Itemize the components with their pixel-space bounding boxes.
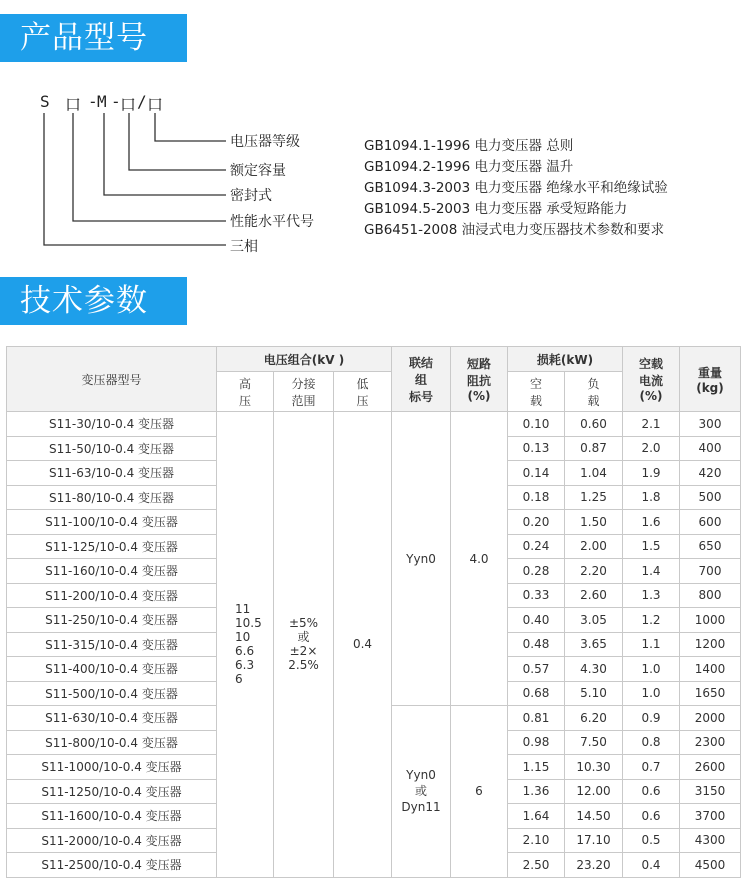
cell-no-load-loss: 1.64 bbox=[508, 804, 565, 829]
cell-no-load-current: 1.8 bbox=[623, 485, 680, 510]
cell-model: S11-50/10-0.4 变压器 bbox=[7, 436, 217, 461]
cell-load-loss: 6.20 bbox=[565, 706, 623, 731]
cell-load-loss: 1.50 bbox=[565, 510, 623, 535]
cell-no-load-loss: 0.98 bbox=[508, 730, 565, 755]
code-dash-2: - bbox=[111, 92, 121, 111]
code-box-1: 口 bbox=[65, 95, 82, 114]
cell-no-load-loss: 0.20 bbox=[508, 510, 565, 535]
header-connection: 联结 组 标号 bbox=[392, 347, 451, 412]
cell-load-loss: 3.65 bbox=[565, 632, 623, 657]
cell-load-loss: 2.00 bbox=[565, 534, 623, 559]
cell-tap-range: ±5% 或 ±2× 2.5% bbox=[274, 412, 334, 878]
cell-no-load-loss: 0.13 bbox=[508, 436, 565, 461]
standard-item: GB1094.1-1996 电力变压器 总则 bbox=[364, 138, 574, 154]
header-no-load-current: 空载 电流 (%) bbox=[623, 347, 680, 412]
code-s: S bbox=[40, 92, 50, 111]
cell-no-load-loss: 0.81 bbox=[508, 706, 565, 731]
cell-model: S11-160/10-0.4 变压器 bbox=[7, 559, 217, 584]
cell-weight: 1400 bbox=[680, 657, 741, 682]
cell-high-voltage: 11 10.5 10 6.6 6.3 6 bbox=[217, 412, 274, 878]
cell-no-load-current: 0.7 bbox=[623, 755, 680, 780]
cell-model: S11-200/10-0.4 变压器 bbox=[7, 583, 217, 608]
header-voltage-group: 电压组合(kV ) bbox=[217, 347, 392, 372]
header-no-load-loss: 空 载 bbox=[508, 372, 565, 412]
cell-weight: 2000 bbox=[680, 706, 741, 731]
cell-load-loss: 0.87 bbox=[565, 436, 623, 461]
cell-model: S11-30/10-0.4 变压器 bbox=[7, 412, 217, 437]
cell-no-load-current: 1.0 bbox=[623, 681, 680, 706]
cell-no-load-loss: 0.14 bbox=[508, 461, 565, 486]
cell-no-load-current: 1.2 bbox=[623, 608, 680, 633]
cell-no-load-current: 1.5 bbox=[623, 534, 680, 559]
cell-load-loss: 14.50 bbox=[565, 804, 623, 829]
cell-load-loss: 17.10 bbox=[565, 828, 623, 853]
cell-no-load-current: 0.8 bbox=[623, 730, 680, 755]
cell-load-loss: 1.25 bbox=[565, 485, 623, 510]
cell-no-load-current: 0.5 bbox=[623, 828, 680, 853]
cell-no-load-current: 1.1 bbox=[623, 632, 680, 657]
cell-weight: 3150 bbox=[680, 779, 741, 804]
cell-weight: 4500 bbox=[680, 853, 741, 878]
header-impedance: 短路 阻抗 (%) bbox=[451, 347, 508, 412]
cell-low-voltage: 0.4 bbox=[334, 412, 392, 878]
cell-impedance: 4.0 bbox=[451, 412, 508, 706]
cell-load-loss: 4.30 bbox=[565, 657, 623, 682]
code-dash-1: - bbox=[88, 92, 98, 111]
cell-load-loss: 2.60 bbox=[565, 583, 623, 608]
cell-model: S11-1000/10-0.4 变压器 bbox=[7, 755, 217, 780]
cell-weight: 500 bbox=[680, 485, 741, 510]
cell-no-load-loss: 0.33 bbox=[508, 583, 565, 608]
cell-model: S11-400/10-0.4 变压器 bbox=[7, 657, 217, 682]
cell-no-load-current: 1.0 bbox=[623, 657, 680, 682]
section-title-product-model: 产品型号 bbox=[0, 14, 187, 62]
header-model: 变压器型号 bbox=[7, 347, 217, 412]
cell-model: S11-1600/10-0.4 变压器 bbox=[7, 804, 217, 829]
cell-no-load-loss: 0.68 bbox=[508, 681, 565, 706]
cell-no-load-loss: 2.10 bbox=[508, 828, 565, 853]
cell-no-load-current: 1.6 bbox=[623, 510, 680, 535]
header-weight: 重量 (kg) bbox=[680, 347, 741, 412]
cell-model: S11-250/10-0.4 变压器 bbox=[7, 608, 217, 633]
specs-table bbox=[6, 346, 741, 878]
cell-no-load-loss: 0.24 bbox=[508, 534, 565, 559]
cell-weight: 400 bbox=[680, 436, 741, 461]
cell-no-load-current: 1.3 bbox=[623, 583, 680, 608]
cell-model: S11-63/10-0.4 变压器 bbox=[7, 461, 217, 486]
cell-weight: 420 bbox=[680, 461, 741, 486]
cell-no-load-current: 0.9 bbox=[623, 706, 680, 731]
cell-model: S11-1250/10-0.4 变压器 bbox=[7, 779, 217, 804]
cell-no-load-current: 0.6 bbox=[623, 804, 680, 829]
cell-connection: Yyn0 bbox=[392, 412, 451, 706]
cell-no-load-current: 0.4 bbox=[623, 853, 680, 878]
cell-weight: 650 bbox=[680, 534, 741, 559]
cell-no-load-current: 2.0 bbox=[623, 436, 680, 461]
standard-item: GB1094.2-1996 电力变压器 温升 bbox=[364, 159, 574, 175]
cell-weight: 2600 bbox=[680, 755, 741, 780]
cell-load-loss: 3.05 bbox=[565, 608, 623, 633]
header-high-voltage: 高 压 bbox=[217, 372, 274, 412]
cell-no-load-loss: 2.50 bbox=[508, 853, 565, 878]
cell-no-load-loss: 0.10 bbox=[508, 412, 565, 437]
cell-model: S11-80/10-0.4 变压器 bbox=[7, 485, 217, 510]
cell-impedance: 6 bbox=[451, 706, 508, 878]
cell-weight: 4300 bbox=[680, 828, 741, 853]
cell-load-loss: 2.20 bbox=[565, 559, 623, 584]
cell-weight: 1000 bbox=[680, 608, 741, 633]
section-title-technical-params: 技术参数 bbox=[0, 277, 187, 325]
code-label-three-phase: 三相 bbox=[230, 239, 258, 255]
cell-model: S11-125/10-0.4 变压器 bbox=[7, 534, 217, 559]
cell-no-load-loss: 0.40 bbox=[508, 608, 565, 633]
cell-load-loss: 7.50 bbox=[565, 730, 623, 755]
code-label-voltage-class: 电压器等级 bbox=[230, 134, 300, 150]
cell-model: S11-315/10-0.4 变压器 bbox=[7, 632, 217, 657]
cell-weight: 700 bbox=[680, 559, 741, 584]
cell-weight: 1200 bbox=[680, 632, 741, 657]
standard-item: GB1094.5-2003 电力变压器 承受短路能力 bbox=[364, 201, 628, 217]
header-low-voltage: 低 压 bbox=[334, 372, 392, 412]
cell-load-loss: 10.30 bbox=[565, 755, 623, 780]
cell-model: S11-100/10-0.4 变压器 bbox=[7, 510, 217, 535]
code-box-3: 口 bbox=[147, 95, 164, 114]
cell-model: S11-500/10-0.4 变压器 bbox=[7, 681, 217, 706]
code-label-rated-capacity: 额定容量 bbox=[230, 163, 286, 179]
cell-load-loss: 5.10 bbox=[565, 681, 623, 706]
cell-no-load-loss: 1.36 bbox=[508, 779, 565, 804]
cell-weight: 300 bbox=[680, 412, 741, 437]
cell-connection: Yyn0 或 Dyn11 bbox=[392, 706, 451, 878]
cell-load-loss: 1.04 bbox=[565, 461, 623, 486]
header-loss: 损耗(kW) bbox=[508, 347, 623, 372]
code-label-sealed: 密封式 bbox=[230, 188, 272, 204]
cell-load-loss: 12.00 bbox=[565, 779, 623, 804]
cell-weight: 3700 bbox=[680, 804, 741, 829]
cell-no-load-loss: 0.48 bbox=[508, 632, 565, 657]
cell-no-load-loss: 0.57 bbox=[508, 657, 565, 682]
cell-no-load-loss: 0.28 bbox=[508, 559, 565, 584]
code-m: M bbox=[97, 92, 107, 111]
cell-no-load-current: 0.6 bbox=[623, 779, 680, 804]
code-box-2: 口 bbox=[120, 95, 137, 114]
cell-model: S11-630/10-0.4 变压器 bbox=[7, 706, 217, 731]
cell-load-loss: 23.20 bbox=[565, 853, 623, 878]
cell-no-load-current: 1.4 bbox=[623, 559, 680, 584]
cell-weight: 600 bbox=[680, 510, 741, 535]
cell-no-load-current: 2.1 bbox=[623, 412, 680, 437]
cell-weight: 1650 bbox=[680, 681, 741, 706]
cell-model: S11-2000/10-0.4 变压器 bbox=[7, 828, 217, 853]
cell-no-load-loss: 1.15 bbox=[508, 755, 565, 780]
table-row bbox=[7, 412, 741, 437]
cell-no-load-current: 1.9 bbox=[623, 461, 680, 486]
cell-weight: 2300 bbox=[680, 730, 741, 755]
header-load-loss: 负 载 bbox=[565, 372, 623, 412]
cell-model: S11-800/10-0.4 变压器 bbox=[7, 730, 217, 755]
header-tap-range: 分接 范围 bbox=[274, 372, 334, 412]
standard-item: GB1094.3-2003 电力变压器 绝缘水平和绝缘试验 bbox=[364, 180, 668, 196]
code-label-performance-level: 性能水平代号 bbox=[230, 214, 314, 230]
standard-item: GB6451-2008 油浸式电力变压器技术参数和要求 bbox=[364, 222, 665, 238]
cell-no-load-loss: 0.18 bbox=[508, 485, 565, 510]
cell-weight: 800 bbox=[680, 583, 741, 608]
cell-load-loss: 0.60 bbox=[565, 412, 623, 437]
code-slash: / bbox=[137, 92, 147, 111]
cell-model: S11-2500/10-0.4 变压器 bbox=[7, 853, 217, 878]
